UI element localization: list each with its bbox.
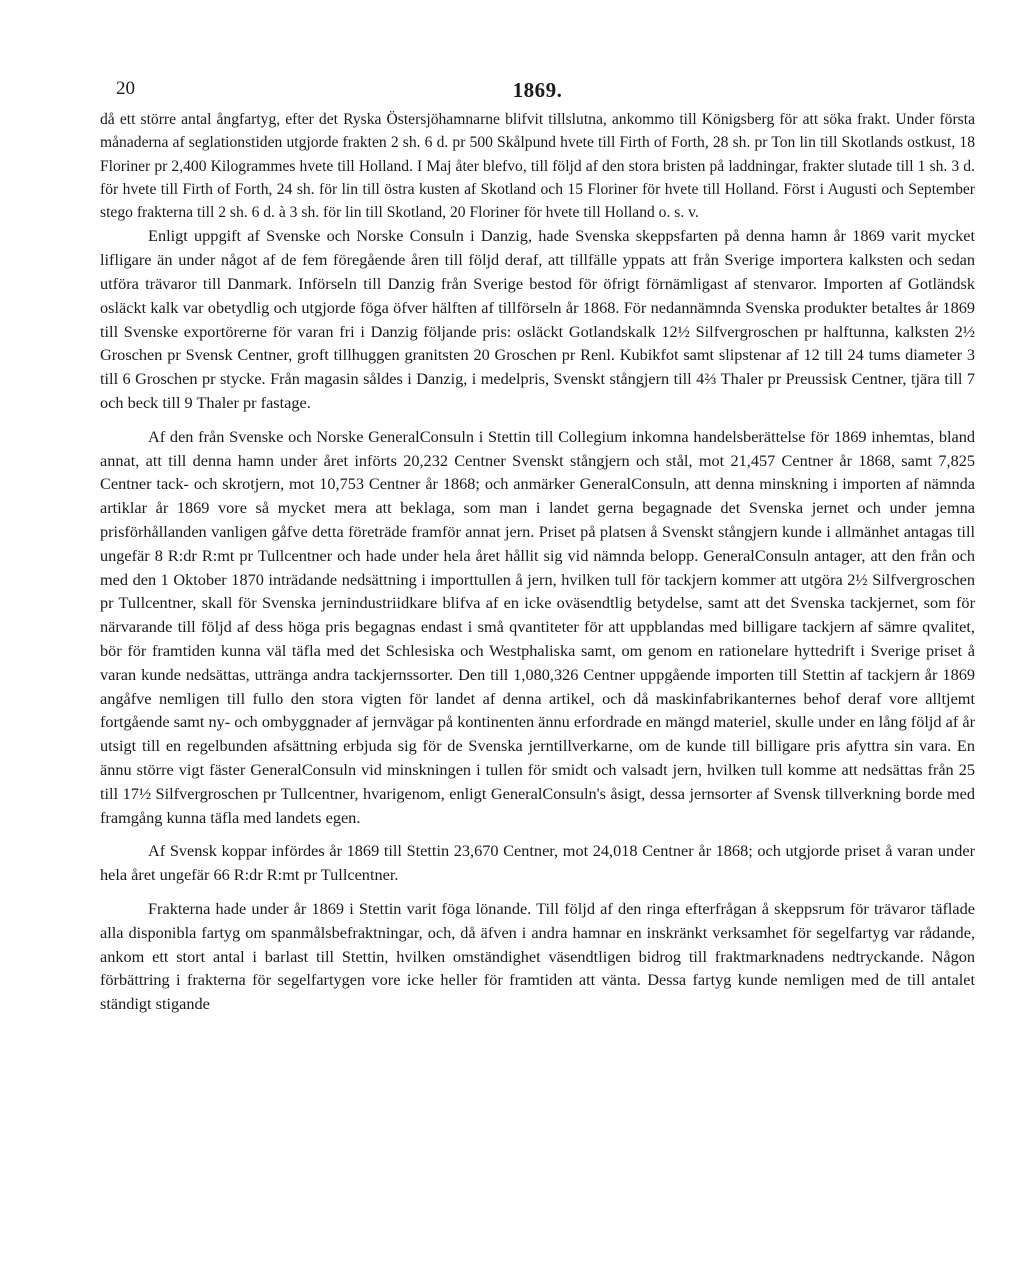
body-text xyxy=(100,108,975,1016)
page-header xyxy=(100,78,975,108)
running-title: 1869. xyxy=(512,78,563,102)
paragraph-continuation: då ett större antal ångfartyg, efter det Ryska Östersjöhamnarne blifvit tillslutna, ankommo till Königsberg för att söka frakt. Under första månaderna af seglationstiden utgjorde frakten 2 sh. 6 d. pr 500 Skålpund hvete till Firth of Forth, 28 sh. pr Ton lin till Skotlands ostkust, 18 Floriner pr 2,400 Kilogrammes hvete till Holland. I Maj åter blefvo, till följd af den stora bristen på laddningar, frakter slutade till 1 sh. 3 d. för hvete till Firth of Forth, 24 sh. för lin till östra kusten af Skotland och 15 Floriner för hvete till Holland. Först i Augusti och September stego frakterna till 2 sh. 6 d. à 3 sh. för lin till Skotland, 20 Floriner för hvete till Holland o. s. v. xyxy=(100,111,975,222)
paragraph-danzig: Enligt uppgift af Svenske och Norske Consuln i Danzig, hade Svenska skeppsfarten på denna hamn år 1869 varit mycket lifligare än under något af de fem föregående åren till följd deraf, att tillfälle yppats att från Sverige importera kalksten och sedan utföra trävaror till Danmark. Införseln till Danzig från Sverige bestod för öfrigt förnämligast af stenvaror. Importen af Gotländsk osläckt kalk var obetydlig och utgjorde föga öfver hälften af tillförseln år 1868. För nedannämnda Svenska produkter betaltes år 1869 till Svenske exportörerne för varan fri i Danzig följande pris: osläckt Gotlandskalk 12½ Silfvergroschen pr halftunna, kalksten 2½ Groschen pr Svensk Centner, groft tillhuggen granitsten 20 Groschen pr Renl. Kubikfot samt slipstenar af 12 till 24 tums diameter 3 till 6 Groschen pr stycke. Från magasin såldes i Danzig, i medelpris, Svenskt stångjern till 4⅔ Thaler pr Preussisk Centner, tjära till 7 och beck till 9 Thaler pr fastage. xyxy=(100,226,975,413)
paragraph-freights: Frakterna hade under år 1869 i Stettin varit föga lönande. Till följd af den ringa efterfrågan å skeppsrum för trävaror täflade alla disponibla fartyg om spanmålsbefraktningar, och, då äfven i andra hamnar en inskränkt verksamhet för segelfartyg var rådande, ankom ett stort antal i barlast till Stettin, hvilken omständighet väsendtligen bidrog till fraktmarknadens nedtryckande. Någon förbättring i frakterna för segelfartygen vore icke heller för framtiden att vänta. Dessa fartyg kunde nemligen med de till antalet ständigt stigande xyxy=(100,899,975,1014)
page xyxy=(100,78,975,1016)
paragraph-copper: Af Svensk koppar infördes år 1869 till Stettin 23,670 Centner, mot 24,018 Centner år 1868; och utgjorde priset å varan under hela året ungefär 66 R:dr R:mt pr Tullcentner. xyxy=(100,841,975,885)
paragraph-stettin-iron: Af den från Svenske och Norske GeneralConsuln i Stettin till Collegium inkomna handelsberättelse för 1869 inhemtas, bland annat, att till denna hamn under året införts 20,232 Centner Svenskt stångjern och stål, mot 21,457 Centner år 1868, samt 7,825 Centner tack- och skrotjern, mot 10,753 Centner år 1868; och anmärker GeneralConsuln, att denna minskning i importen af nämnda artiklar år 1869 vore så mycket mera att beklaga, som man i landet gerna begagnade det Svenska jernet och under jemna prisförhållanden vanligen gåfve detta företräde framför annat jern. Priset på platsen å Svenskt stångjern kunde i allmänhet antagas till ungefär 8 R:dr R:mt pr Tullcentner och hade under hela året hållit sig vid nämnda belopp. GeneralConsuln antager, att den från och med den 1 Oktober 1870 inträdande nedsättning i importtullen å jern, hvilken tull för tackjern kommer att utgöra 2½ Silfvergroschen pr Tullcentner, skall för Svenska jernindustriidkare blifva af en icke oväsendtlig betydelse, samt att det Svenska tackjernet, som för närvarande till följd af dess höga pris begagnas endast i små qvantiteter för att uppblandas med billigare tackjern af sämre qvalitet, bör för framtiden kunna väl täfla med det Schlesiska och Westphaliska samt, om genom en rationelare hyttedrift i Sverige priset å varan kunde nedsättas, uttränga andra tackjernssorter. Den till 1,080,326 Centner uppgående importen till Stettin af tackjern år 1869 angåfve nemligen till fullo den stora vigten för landet af denna artikel, och då maskinfabrikanternes behof deraf vore alltjemt fortgående samt ny- och ombyggnader af jernvägar på kontinenten ännu erfordrade en mängd materiel, skulle under en lång följd af år utsigt till en regelbunden afsättning erbjuda sig för de Svenska jerntillverkarne, om de kunde till billigare pris afyttra sin vara. En ännu större vigt fäster GeneralConsuln vid minskningen i tullen för smidt och valsadt jern, hvilken tull komme att nedsättas från 25 till 17½ Silfvergroschen pr Tullcentner, hvarigenom, enligt GeneralConsuln's åsigt, dessa jernsorter af Svensk tillverkning borde med framgång kunna täfla med landets egen. xyxy=(100,426,975,827)
page-number: 20 xyxy=(116,78,135,99)
